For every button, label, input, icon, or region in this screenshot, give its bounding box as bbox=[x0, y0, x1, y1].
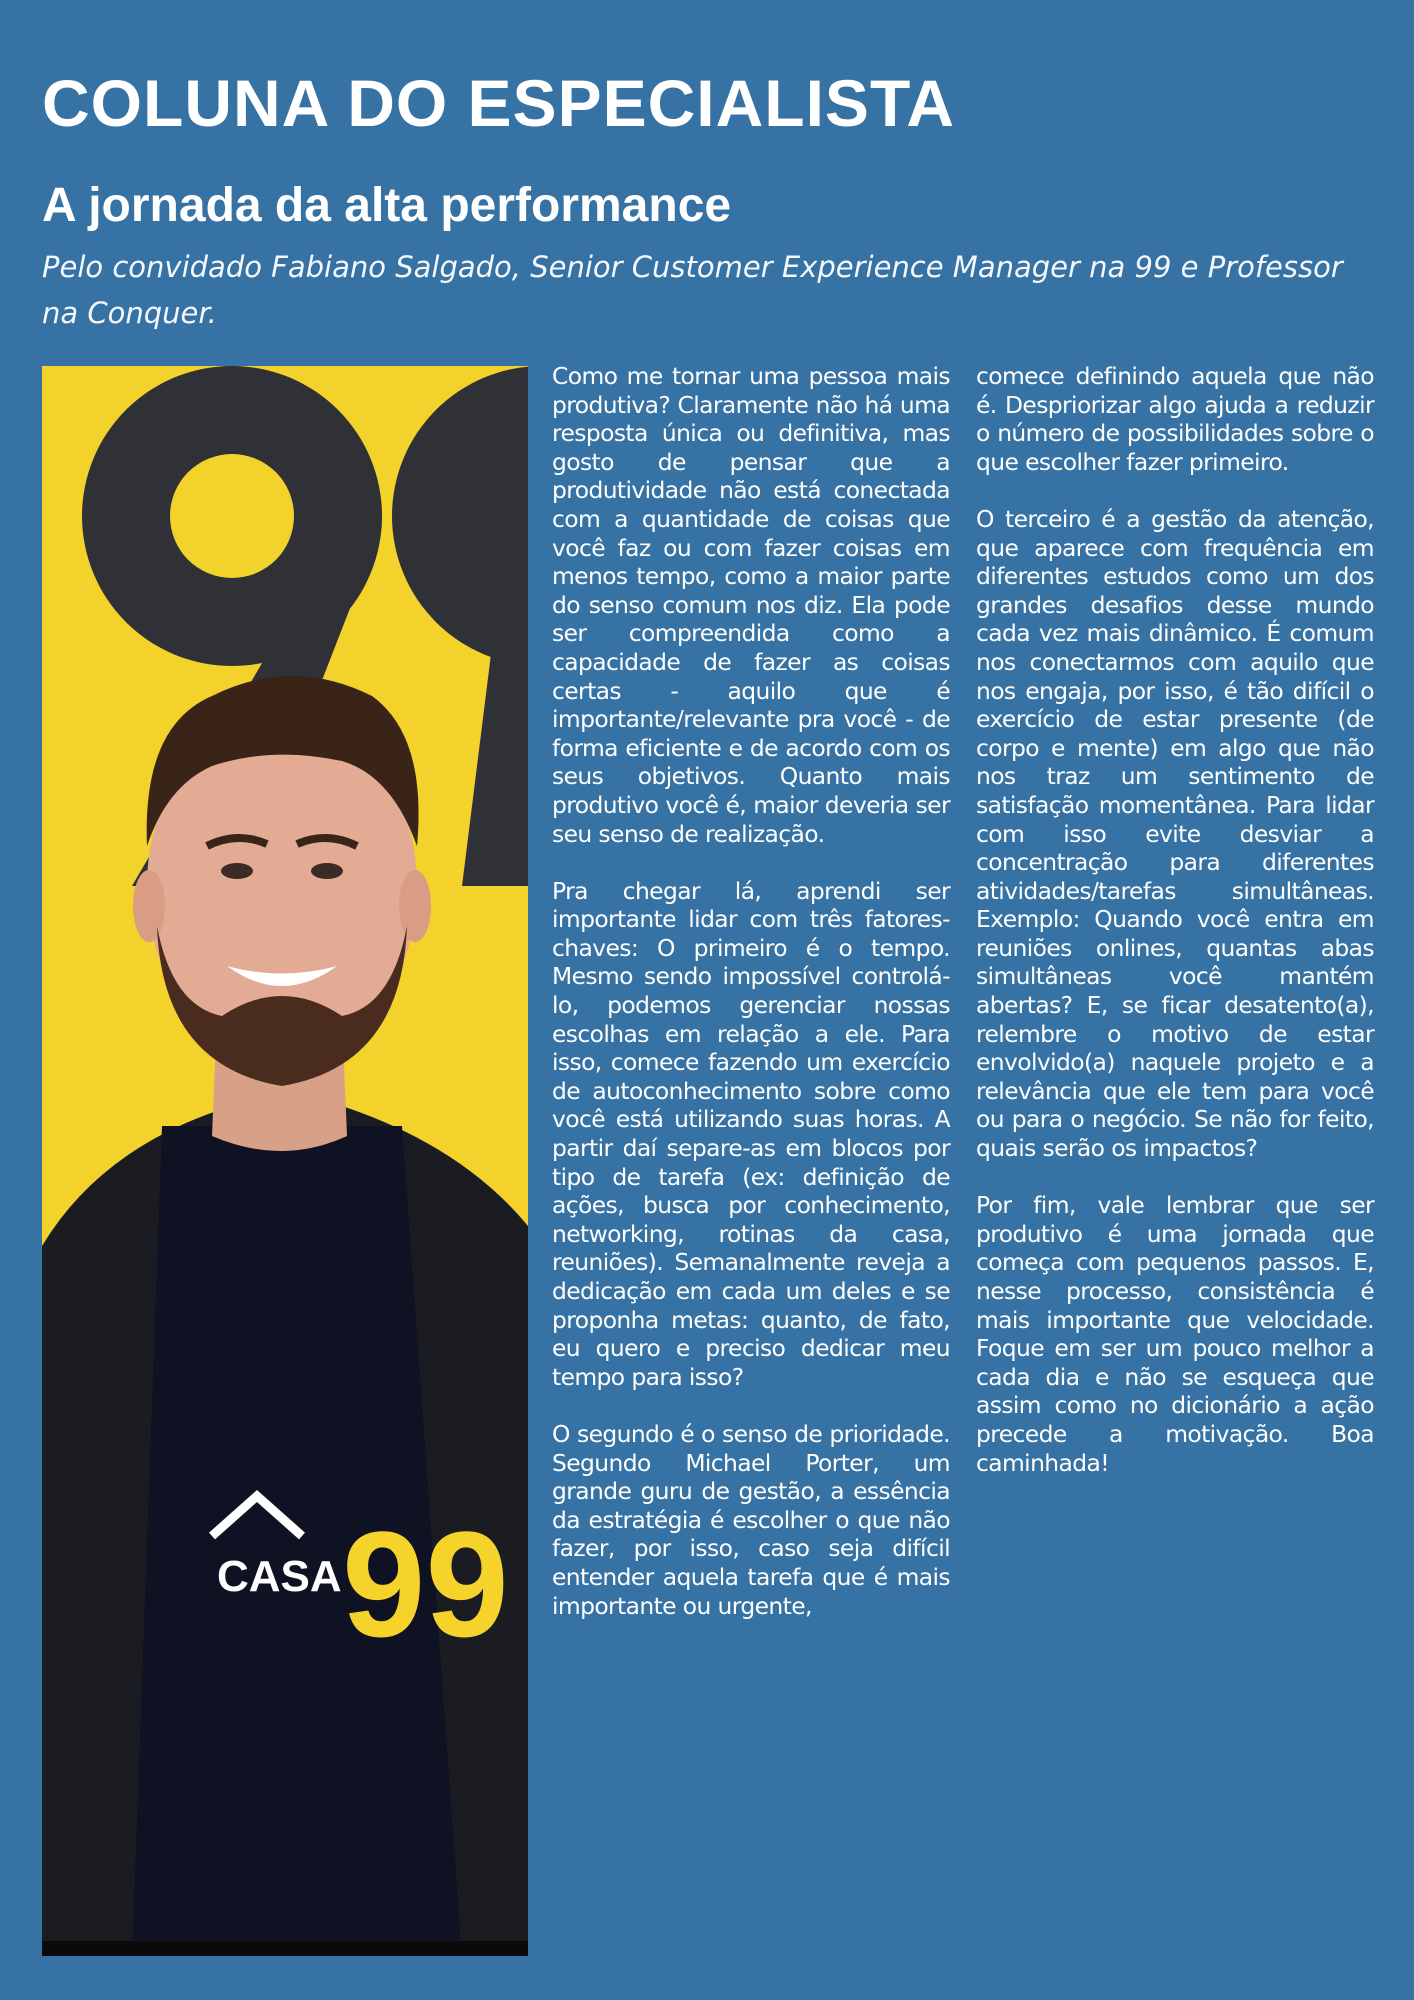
paragraph: Por fim, vale lembrar que ser produtivo é uma jornada que começa com pequenos passos. E, nesse processo, consistência é mais importante que velocidade. Foque em ser um pouco melhor a cada dia e não se esqueça que assim como no dicionário a ação precede a motivação. Boa caminhada! bbox=[976, 1191, 1374, 1477]
section-title: COLUNA DO ESPECIALISTA bbox=[42, 66, 956, 140]
author-photo bbox=[42, 366, 528, 1956]
article-byline: Pelo convidado Fabiano Salgado, Senior Customer Experience Manager na 99 e Professor na Conquer. bbox=[42, 250, 1343, 330]
paragraph: O terceiro é a gestão da atenção, que aparece com frequência em diferentes estudos como um dos grandes desafios desse mundo cada vez mais dinâmico. É comum nos conectarmos com aquilo que nos engaja, por isso, é tão difícil o exercício de estar presente (de corpo e mente) em algo que não nos traz um sentimento de satisfação momentânea. Para lidar com isso evite desviar a concentração para diferentes atividades/tarefas simultâneas. Exemplo: Quando você entra em reuniões onlines, quantas abas simultâneas você mantém abertas? E, se ficar desatento(a), relembre o motivo de estar envolvido(a) naquele projeto e a relevância que ele tem para você ou para o negócio. Se não for feito, quais serão os impactos? bbox=[976, 504, 1374, 1163]
paragraph: O segundo é o senso de prioridade. Segundo Michael Porter, um grande guru de gestão, a essência da estratégia é escolher o que não fazer, por isso, caso seja difícil entender aquela tarefa que é mais importante ou urgente, bbox=[552, 1419, 950, 1620]
article-title: A jornada da alta performance bbox=[42, 179, 732, 232]
article-column-2 bbox=[976, 362, 1374, 1506]
paragraph: comece definindo aquela que não é. Despriorizar algo ajuda a reduzir o número de possibilidades sobre o que escolher fazer primeiro. bbox=[976, 362, 1374, 476]
shirt-number: 99 bbox=[342, 1500, 509, 1668]
article-column-1 bbox=[552, 362, 950, 1649]
paragraph: Pra chegar lá, aprendi ser importante lidar com três fatores-chaves: O primeiro é o tempo. Mesmo sendo impossível controlá-lo, podemos gerenciar nossas escolhas em relação a ele. Para isso, comece fazendo um exercício de autoconhecimento sobre como você está utilizando suas horas. A partir daí separe-as em blocos por tipo de tarefa (ex: definição de ações, busca por conhecimento, networking, rotinas da casa, reuniões). Semanalmente reveja a dedicação em cada um deles e se proponha metas: quanto, de fato, eu quero e preciso dedicar meu tempo para isso? bbox=[552, 876, 950, 1391]
author-portrait-illustration bbox=[42, 366, 528, 1956]
shirt-text: CASA bbox=[217, 1552, 342, 1601]
paragraph: Como me tornar uma pessoa mais produtiva? Claramente não há uma resposta única ou definitiva, mas gosto de pensar que a produtividade não está conectada com a quantidade de coisas que você faz ou com fazer coisas em menos tempo, como a maior parte do senso comum nos diz. Ela pode ser compreendida como a capacidade de fazer as coisas certas - aquilo que é importante/relevante pra você - de forma eficiente e de acordo com os seus objetivos. Quanto mais produtivo você é, maior deveria ser seu senso de realização. bbox=[552, 362, 950, 848]
